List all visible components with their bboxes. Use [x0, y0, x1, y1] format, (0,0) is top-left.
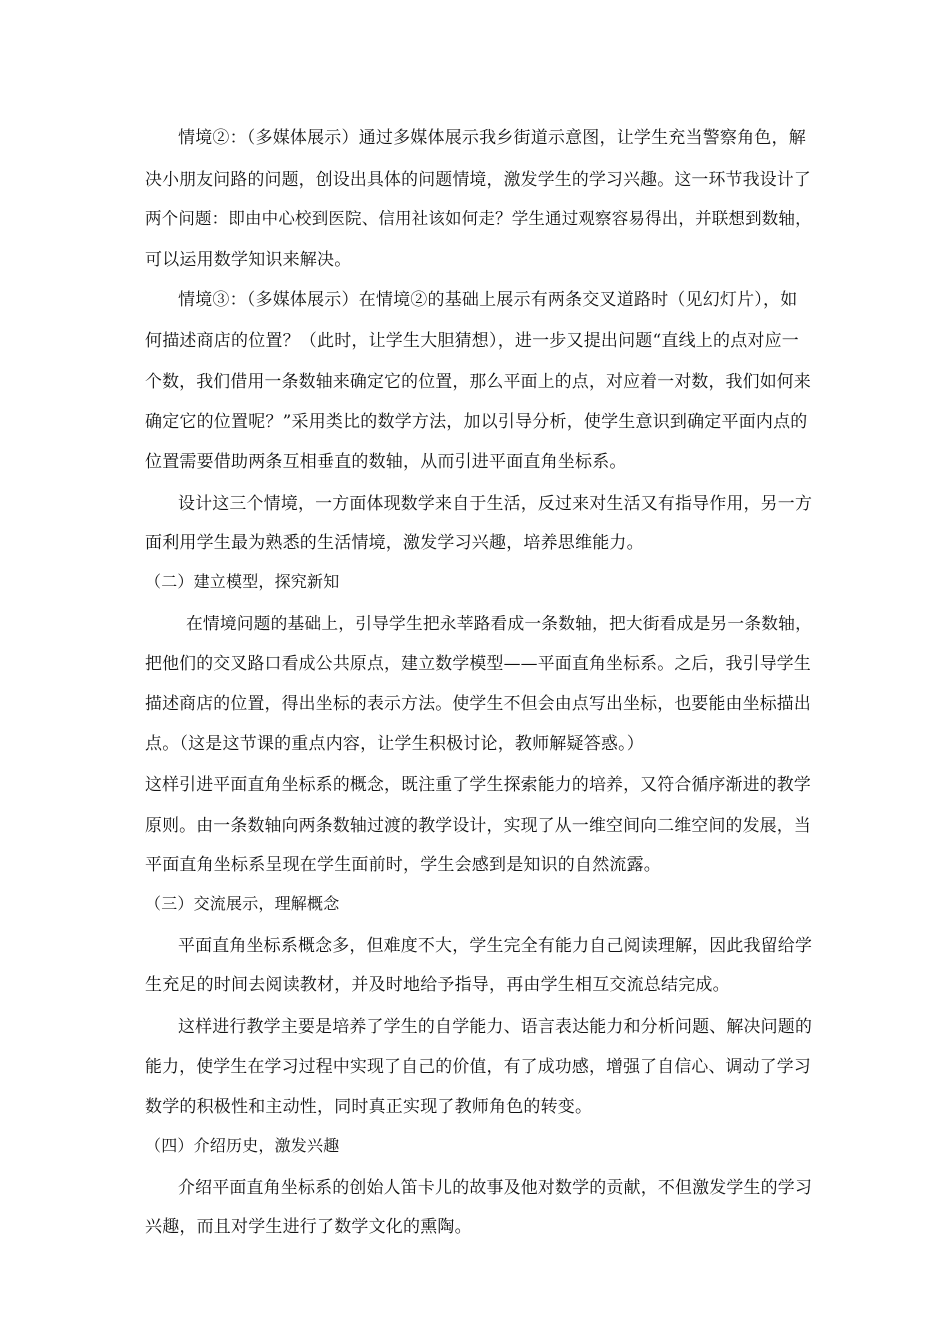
- text-line: 两个问题：即由中心校到医院、信用社该如何走？学生通过观察容易得出，并联想到数轴，: [145, 209, 812, 228]
- text-line: 决小朋友问路的问题，创设出具体的问题情境，激发学生的学习兴趣。这一环节我设计了: [145, 169, 811, 189]
- text-line: 描述商店的位置，得出坐标的表示方法。使学生不但会由点写出坐标，也要能由坐标描出: [145, 693, 811, 713]
- text-line: 个数，我们借用一条数轴来确定它的位置，那么平面上的点，对应着一对数，我们如何来: [145, 371, 811, 391]
- text-line: 可以运用数学知识来解决。: [145, 250, 352, 270]
- text-line: 位置需要借助两条互相垂直的数轴，从而引进平面直角坐标系。: [145, 452, 627, 472]
- text-line: 数学的积极性和主动性，同时真正实现了教师角色的转变。: [145, 1097, 593, 1117]
- section-heading: （四）介绍历史，激发兴趣: [145, 1136, 340, 1155]
- text-line: 这样引进平面直角坐标系的概念，既注重了学生探索能力的培养，又符合循序渐进的教学: [145, 774, 811, 794]
- text-line: 能力，使学生在学习过程中实现了自己的价值，有了成功感，增强了自信心、调动了学习: [145, 1056, 811, 1076]
- text-line: 生充足的时间去阅读教材，并及时地给予指导，再由学生相互交流总结完成。: [145, 975, 730, 995]
- text-line: 原则。由一条数轴向两条数轴过渡的教学设计，实现了从一维空间向二维空间的发展，当: [145, 815, 811, 835]
- text-line: 点。（这是这节课的重点内容，让学生积极讨论，教师解疑答惑。）: [145, 734, 644, 754]
- text-line: 设计这三个情境，一方面体现数学来自于生活，反过来对生活又有指导作用，另一方: [178, 493, 813, 513]
- text-line: 确定它的位置呢？”采用类比的数学方法，加以引导分析，使学生意识到确定平面内点的: [145, 412, 808, 432]
- text-line: 在情境问题的基础上，引导学生把永莘路看成一条数轴，把大街看成是另一条数轴，: [186, 613, 812, 633]
- text-line: 情境③：（多媒体展示）在情境②的基础上展示有两条交叉道路时（见幻灯片），如: [178, 290, 798, 310]
- text-line: 情境②：（多媒体展示）通过多媒体展示我乡街道示意图，让学生充当警察角色，解: [178, 128, 806, 148]
- text-line: 兴趣，而且对学生进行了数学文化的熏陶。: [145, 1217, 472, 1237]
- section-heading: （二）建立模型，探究新知: [145, 572, 340, 591]
- section-heading: （三）交流展示，理解概念: [145, 894, 340, 913]
- text-line: 平面直角坐标系呈现在学生面前时，学生会感到是知识的自然流露。: [145, 855, 661, 875]
- text-line: 把他们的交叉路口看成公共原点，建立数学模型——平面直角坐标系。之后，我引导学生: [145, 653, 811, 673]
- text-line: 面利用学生最为熟悉的生活情境，激发学习兴趣，培养思维能力。: [145, 533, 644, 553]
- text-line: 这样进行教学主要是培养了学生的自学能力、语言表达能力和分析问题、解决问题的: [178, 1016, 813, 1036]
- text-line: 何描述商店的位置？（此时，让学生大胆猜想），进一步又提出问题“直线上的点对应一: [145, 331, 799, 351]
- text-line: 平面直角坐标系概念多，但难度不大，学生完全有能力自己阅读理解，因此我留给学: [178, 935, 813, 955]
- text-line: 介绍平面直角坐标系的创始人笛卡儿的故事及他对数学的贡献，不但激发学生的学习: [178, 1177, 813, 1197]
